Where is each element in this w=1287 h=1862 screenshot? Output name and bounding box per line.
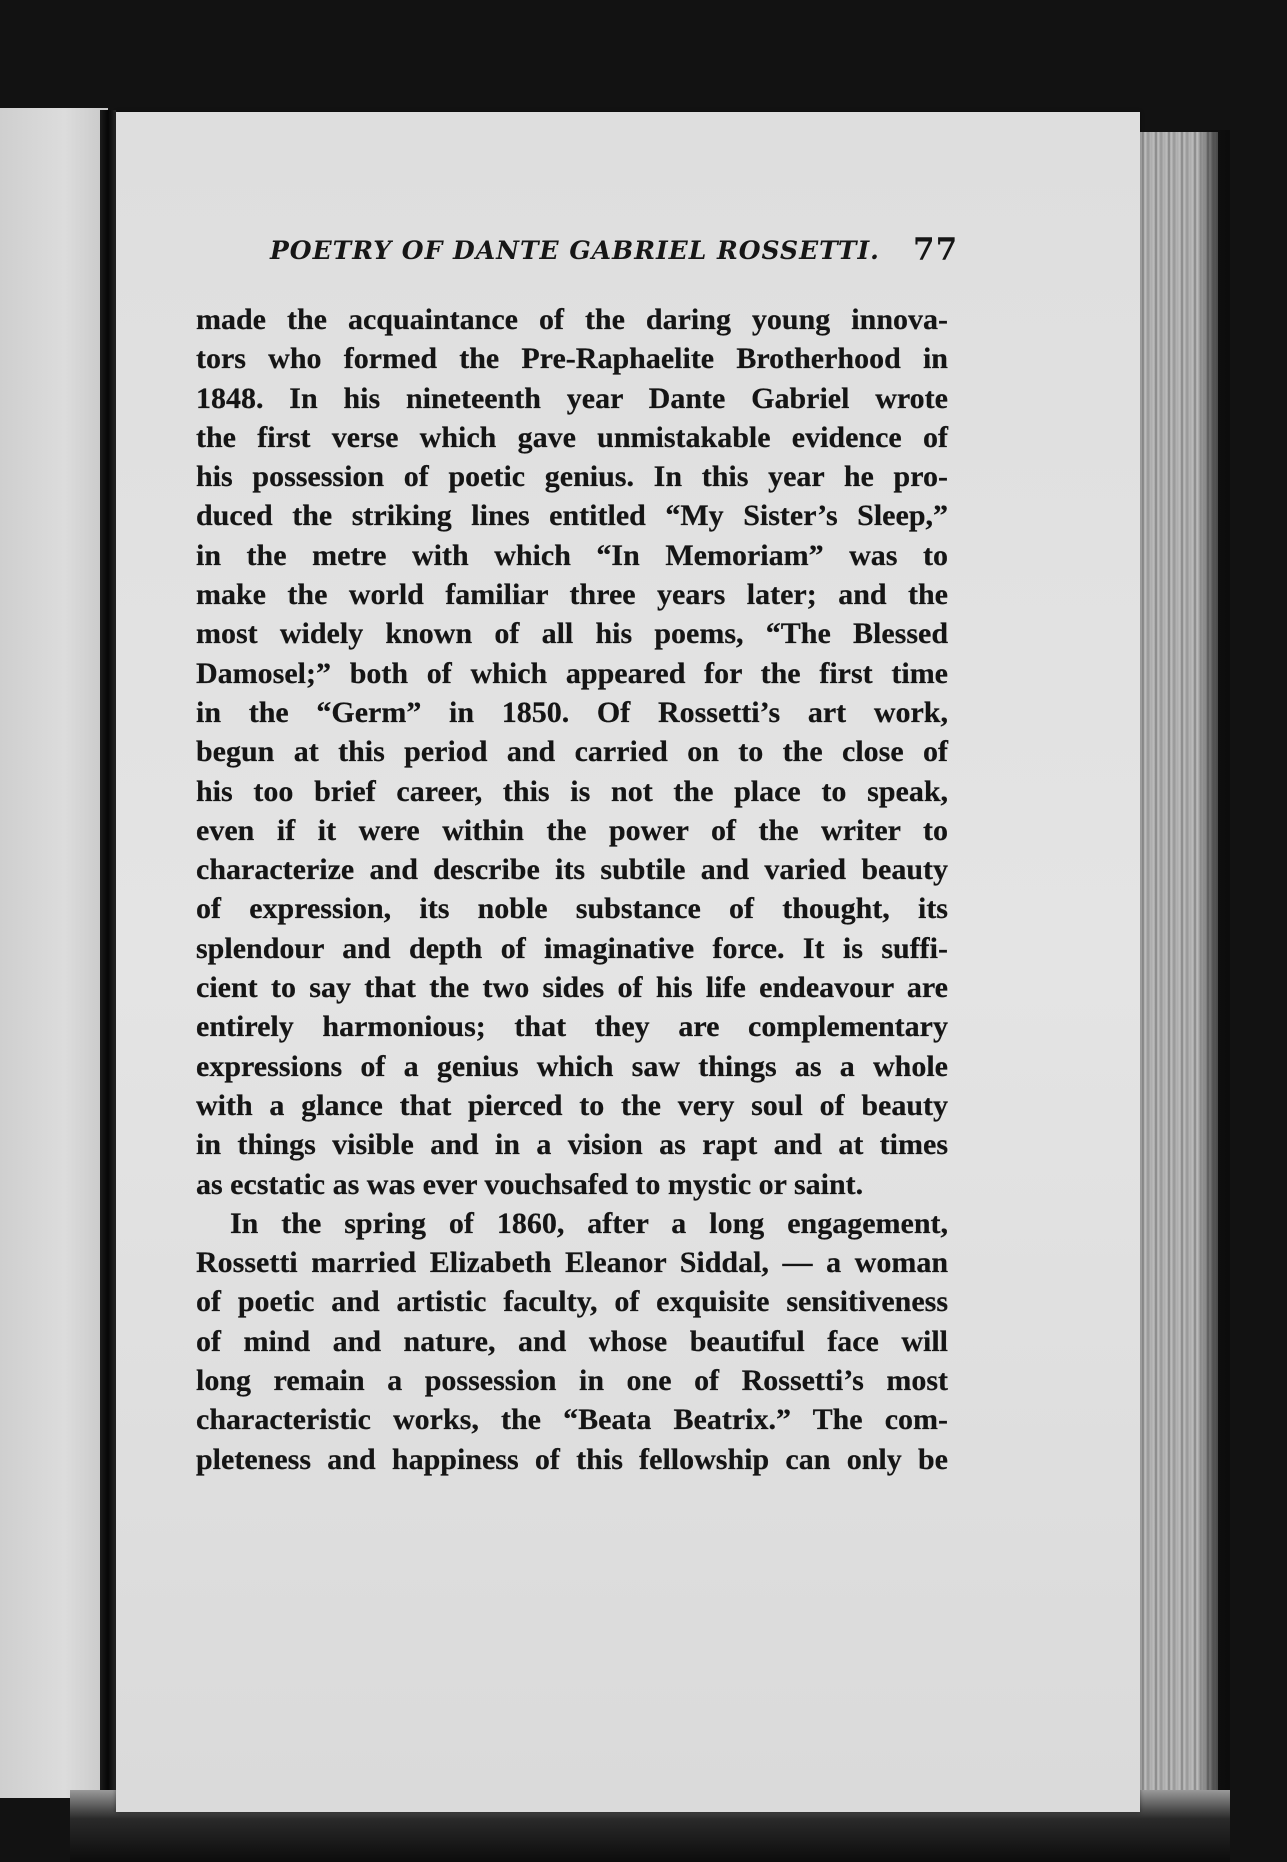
text-line: of poetic and artistic faculty, of exquisite sensitiveness <box>196 1285 948 1319</box>
text-line: his too brief career, this is not the place to speak, <box>196 774 948 808</box>
text-line: the first verse which gave unmistakable evidence of <box>196 420 948 454</box>
book-gutter <box>100 110 116 1800</box>
text-line: duced the striking lines entitled “My Sister’s Sleep,” <box>196 499 948 533</box>
text-line: cient to say that the two sides of his life endeavour are <box>196 971 948 1005</box>
text-line: characterize and describe its subtile and varied beauty <box>196 853 948 887</box>
paragraph-2 <box>196 1204 948 1479</box>
running-head <box>270 232 960 276</box>
text-line: make the world familiar three years later; and the <box>196 578 948 612</box>
text-line: splendour and depth of imaginative force. It is suffi- <box>196 931 948 965</box>
text-line: entirely harmonious; that they are complementary <box>196 1010 948 1044</box>
paragraph-1 <box>196 300 948 1204</box>
text-line: Rossetti married Elizabeth Eleanor Siddal, — a woman <box>196 1246 948 1280</box>
text-line: with a glance that pierced to the very soul of beauty <box>196 1088 948 1122</box>
text-line: most widely known of all his poems, “The Blessed <box>196 617 948 651</box>
text-line: made the acquaintance of the daring young innova- <box>196 303 948 336</box>
text-line: pleteness and happiness of this fellowship can only be <box>196 1442 948 1476</box>
text-line: in things visible and in a vision as rapt and at times <box>196 1128 948 1162</box>
text-line: tors who formed the Pre-Raphaelite Brotherhood in <box>196 342 948 376</box>
text-line: in the “Germ” in 1850. Of Rossetti’s art work, <box>196 695 948 729</box>
left-facing-page <box>0 108 108 1798</box>
text-line: as ecstatic as was ever vouchsafed to mystic or saint. <box>196 1167 864 1201</box>
text-line: 1848. In his nineteenth year Dante Gabriel wrote <box>196 381 948 415</box>
text-line: expressions of a genius which saw things as a whole <box>196 1049 948 1083</box>
page-number: 77 <box>913 232 959 268</box>
text-line: Damosel;” both of which appeared for the first time <box>196 656 948 690</box>
text-line: in the metre with which “In Memoriam” was to <box>196 538 948 572</box>
text-line: long remain a possession in one of Rossetti’s most <box>196 1364 948 1398</box>
running-title: POETRY OF DANTE GABRIEL ROSSETTI. <box>270 236 880 265</box>
body-text <box>196 300 948 1479</box>
text-line: of expression, its noble substance of thought, its <box>196 892 948 926</box>
text-line: characteristic works, the “Beata Beatrix.” The com- <box>196 1403 948 1437</box>
right-shadow <box>1200 130 1230 1810</box>
text-line: even if it were within the power of the writer to <box>196 813 948 847</box>
text-line: In the spring of 1860, after a long engagement, <box>230 1206 948 1240</box>
text-line: begun at this period and carried on to the close of <box>196 735 948 769</box>
text-line: his possession of poetic genius. In this year he pro- <box>196 460 948 494</box>
text-line: of mind and nature, and whose beautiful face will <box>196 1324 948 1358</box>
